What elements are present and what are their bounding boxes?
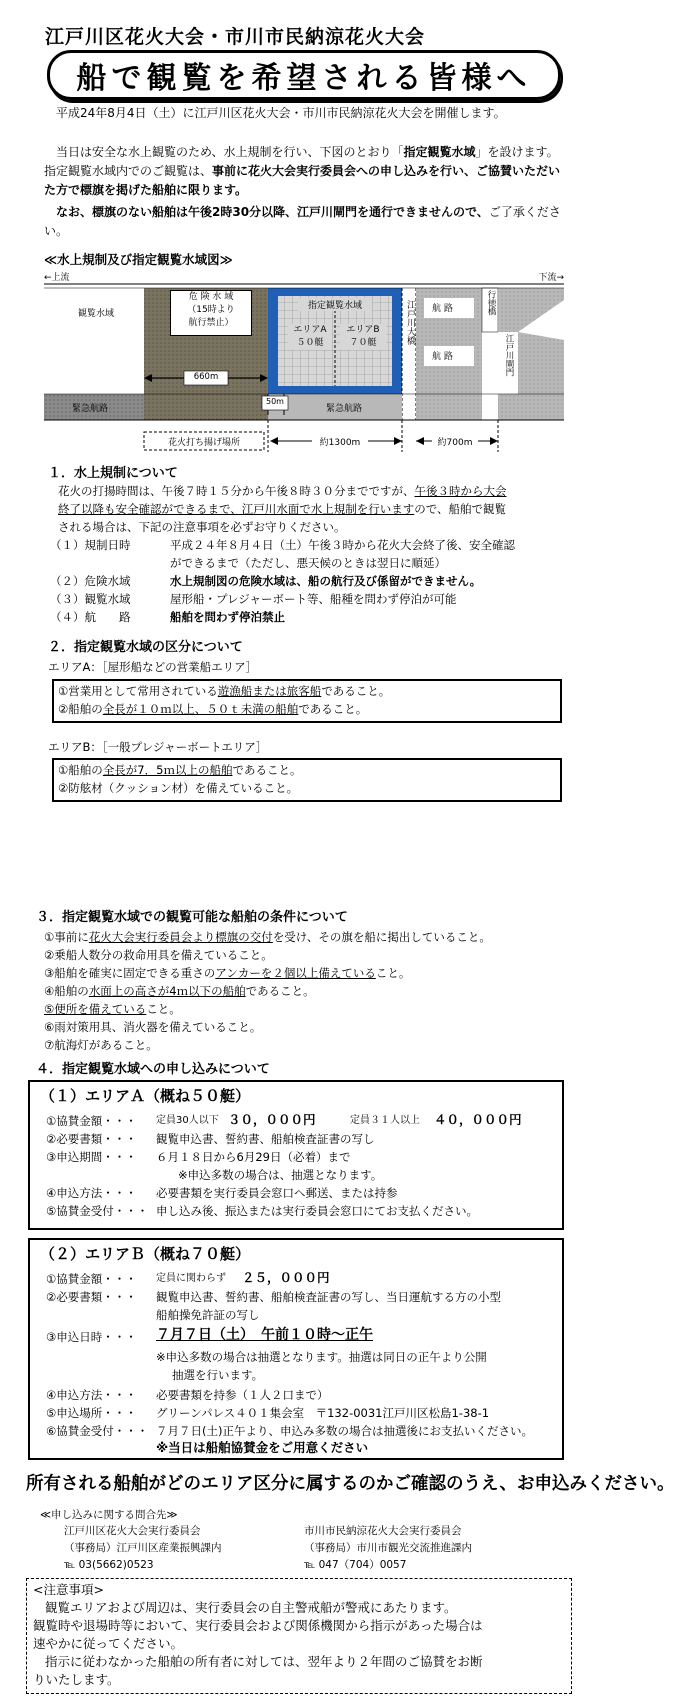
contact-heading: ≪申し込みに関する問合先≫ xyxy=(40,1509,178,1521)
area-b-k2: ②必要書類・・・ xyxy=(46,1290,137,1304)
intro-p2-text2: 」を設けます。指定観覧水域内でのご観覧は、 xyxy=(44,145,559,178)
area-a-v2: 観覧申込書、誓約書、船舶検査証書の写し xyxy=(156,1132,375,1146)
s1-r3-key: （３）観覧水域 xyxy=(50,592,131,606)
area-b-k5: ⑤申込場所・・・ xyxy=(46,1406,137,1420)
map-upstream: ←上流 xyxy=(44,273,70,283)
s3-cond-3-underline: アンカーを２個以上備えている xyxy=(215,966,376,980)
area-b-cond-2: ②防舷材（クッション材）を備えていること。 xyxy=(58,781,299,795)
area-confirm-notice: 所有される船舶がどのエリア区分に属するのかご確認のうえ、お申込みください。 xyxy=(26,1474,675,1494)
area-a-k2: ②必要書類・・・ xyxy=(46,1132,137,1146)
s1-r2-key: （２）危険水域 xyxy=(50,574,131,588)
area-a-app-title: （１）エリアＡ（概ね５０艇） xyxy=(40,1087,251,1105)
area-a-v1d: ４０，０００円 xyxy=(434,1112,522,1127)
caution-l2: 観覧時や退場時等において、実行委員会および関係機関から指示があった場合は xyxy=(33,1618,483,1633)
s1-r4-val: 船舶を問わず停泊禁止 xyxy=(170,610,285,624)
area-b-v3-note: ※申込多数の場合は抽選となります。抽選は同日の正午より公開 xyxy=(156,1350,487,1364)
caution-title: <注意事項> xyxy=(33,1582,104,1597)
map-emergency-2: 緊急航路 xyxy=(326,404,363,414)
s3-cond-1 xyxy=(44,928,491,946)
map-route-1: 航 路 xyxy=(432,304,453,314)
section-2-title: ２．指定観覧水域の区分について xyxy=(48,640,243,655)
kanran-area xyxy=(44,288,144,394)
event-title: 江戸川区花火大会・市川市民納涼花火大会 xyxy=(45,26,426,48)
area-a-k1: ①協賛金額・・・ xyxy=(46,1114,137,1128)
area-a-cond-2 xyxy=(58,700,367,718)
map-danger-3: 航行禁止） xyxy=(188,318,234,328)
s2-area-b-label: エリアB：［一般プレジャーボートエリア］ xyxy=(48,740,268,754)
map-koumon: 江戸川閘門 xyxy=(504,334,514,377)
page-title-box xyxy=(47,50,561,100)
map-danger-label xyxy=(170,290,252,336)
caution-l4: 指示に従わなかった船舶の所有者に対しては、翌年より２年間のご協賛をお断 xyxy=(45,1654,483,1669)
intro-p2 xyxy=(44,143,564,200)
intro-p3-bold: なお、標旗のない船舶は午後2時30分以降、江戸川閘門を通行できませんので、 xyxy=(56,205,489,219)
map-route-2: 航 路 xyxy=(432,352,453,362)
map-area-a xyxy=(288,324,332,350)
s1-r1-key: （１）規制日時 xyxy=(50,538,131,552)
map-1300m: 約1300m xyxy=(319,438,361,448)
map-700m: 約700m xyxy=(437,438,473,448)
area-b-v4: 必要書類を持参（１人２口まで） xyxy=(156,1388,329,1402)
map-area-b-count: ７０艇 xyxy=(349,338,377,348)
caution-box xyxy=(26,1578,572,1694)
area-b-v1a: 定員に関わらず xyxy=(156,1273,226,1284)
s1-r1-val2: ができるまで（ただし、悪天候のときは翌日に順延） xyxy=(170,556,446,570)
s3-cond-3 xyxy=(44,964,410,982)
s3-cond-1-end: を受け、その旗を船に掲出していること。 xyxy=(272,930,491,944)
s3-cond-1-underline: 花火大会実行委員会より標旗の交付 xyxy=(88,930,273,944)
area-b-cond-1 xyxy=(58,761,301,779)
s3-cond-1-text: ①事前に xyxy=(44,930,89,944)
area-b-app-title: （２）エリアＢ（概ね７０艇） xyxy=(40,1245,251,1263)
area-a-v3: ６月１８日から6月29日（必着）まで xyxy=(156,1150,351,1164)
s1-r2-val: 水上規制図の危険水域は、船の航行及び係留ができません。 xyxy=(170,574,482,588)
intro-p1: 平成24年8月4日（土）に江戸川区花火大会・市川市民納涼花火大会を開催します。 xyxy=(56,106,506,120)
area-a-v3-note: ※申込多数の場合は、抽選となります。 xyxy=(178,1168,383,1182)
intro-p2-bold2: 事前に花火大会実行委員会への申し込みを行い、ご協賛いただいた方で標旗を掲げた船舶に限ります。 xyxy=(44,164,561,197)
s3-cond-3-end: こと。 xyxy=(375,966,411,980)
area-b-v5: グリーンパレス４０１集会室 〒132-0031江戸川区松島1-38-1 xyxy=(156,1406,490,1420)
s3-cond-5 xyxy=(44,1000,181,1018)
area-a-v1c: 定員３１人以上 xyxy=(350,1115,420,1126)
s3-cond-4-end: であること。 xyxy=(245,984,315,998)
s1-line1-text: 花火の打揚時間は、午後７時１５分から午後８時３０分までですが、 xyxy=(58,484,415,498)
area-b-v6: ７月７日(土)正午より、申込み多数の場合は抽選後にお支払いください。 xyxy=(156,1424,533,1438)
area-b-cond-1-underline: 全長が7．5ｍ以上の船舶 xyxy=(102,763,233,777)
area-a-cond-1-text: ①営業用として常用されている xyxy=(58,684,218,698)
s1-r1-val: 平成２４年８月４日（土）午後３時から花火大会終了後、安全確認 xyxy=(170,538,515,552)
caution-l1: 観覧エリアおよび周辺は、実行委員会の自主警戒船が警戒にあたります。 xyxy=(45,1600,457,1615)
area-a-application-box xyxy=(28,1080,564,1230)
contact-left-office: （事務局）江戸川区産業振興課内 xyxy=(64,1542,222,1554)
area-a-v1b: ３０，０００円 xyxy=(228,1112,316,1127)
contact-right-office: （事務局）市川市観光交流推進課内 xyxy=(304,1542,472,1554)
map-area-b xyxy=(340,324,386,350)
regulation-map xyxy=(44,270,564,470)
area-b-v6-note: ※当日は船舶協賛金をご用意ください xyxy=(156,1440,369,1455)
map-50m: 50m xyxy=(266,397,284,406)
area-b-box xyxy=(52,758,562,802)
intro-p2-bold: 指定観覧水域 xyxy=(403,145,476,159)
map-gyotoku: 行徳橋 xyxy=(486,290,496,316)
map-660m: 660m xyxy=(193,372,219,382)
s1-r3-val: 屋形船・プレジャーボート等、船種を問わず停泊が可能 xyxy=(170,592,457,606)
map-heading: ≪水上規制及び指定観覧水域図≫ xyxy=(44,252,233,267)
area-a-cond-2-end: であること。 xyxy=(298,702,368,716)
area-b-k3: ③申込日時・・・ xyxy=(46,1330,137,1344)
caution-l5: りいたします。 xyxy=(33,1672,120,1687)
caution-l3: 速やかに従ってください。 xyxy=(33,1636,184,1651)
area-b-v2b: 船舶操免許証の写し xyxy=(156,1308,260,1322)
s3-cond-7: ⑦航海灯があること。 xyxy=(44,1038,158,1052)
s3-cond-4-text: ④船舶の xyxy=(44,984,89,998)
contact-left-org: 江戸川区花火大会実行委員会 xyxy=(64,1525,201,1537)
s1-line2 xyxy=(58,500,506,518)
area-a-cond-1-end: であること。 xyxy=(321,684,391,698)
area-a-cond-2-text: ②船舶の xyxy=(58,702,103,716)
s3-cond-4 xyxy=(44,982,315,1000)
area-b-v2: 観覧申込書、誓約書、船舶検査証書の写し、当日運航する方の小型 xyxy=(156,1290,501,1304)
intro-p3-text: ご了承ください。 xyxy=(44,205,561,238)
intro-p3 xyxy=(44,203,564,241)
map-bridge: 江戸川大橋 xyxy=(405,300,415,345)
map-area-a-count: ５０艇 xyxy=(296,338,324,348)
s3-cond-3-text: ③船舶を確実に固定できる重さの xyxy=(44,966,216,980)
s3-cond-5-end: こと。 xyxy=(146,1002,181,1016)
area-b-k4: ④申込方法・・・ xyxy=(46,1388,137,1402)
area-a-k5: ⑤協賛金受付・・・ xyxy=(46,1204,149,1218)
s3-cond-2: ②乗船人数分の救命用具を備えていること。 xyxy=(44,948,273,962)
s1-line1-underline: 午後３時から大会 xyxy=(414,484,507,498)
map-emergency-1: 緊急航路 xyxy=(72,404,109,414)
area-b-application-box xyxy=(28,1238,564,1460)
s1-line3: される場合は、下記の注意事項を必ずお守りください。 xyxy=(58,520,346,534)
area-b-cond-1-end: であること。 xyxy=(232,763,302,777)
section-3-title: ３．指定観覧水域での観覧可能な船舶の条件について xyxy=(36,910,348,925)
area-a-cond-1 xyxy=(58,682,390,700)
area-a-cond-2-underline: 全長が１０ｍ以上、５０ｔ未満の船舶 xyxy=(102,702,299,716)
contact-right-org: 市川市民納涼花火大会実行委員会 xyxy=(304,1525,462,1537)
area-a-v1a: 定員30人以下 xyxy=(156,1115,219,1126)
map-launch-site: 花火打ち揚げ場所 xyxy=(167,438,240,448)
s3-cond-6: ⑥雨対策用具、消火器を備えていること。 xyxy=(44,1020,262,1034)
map-kanran: 観覧水域 xyxy=(78,309,115,319)
area-a-v4: 必要書類を実行委員会窓口へ郵送、または持参 xyxy=(156,1186,398,1200)
map-danger-2: （15時より xyxy=(187,305,235,315)
area-a-k4: ④申込方法・・・ xyxy=(46,1186,137,1200)
area-b-k1: ①協賛金額・・・ xyxy=(46,1272,137,1286)
map-designated: 指定観覧水域 xyxy=(298,298,372,311)
s2-area-a-label: エリアA：［屋形船などの営業船エリア］ xyxy=(48,660,258,674)
area-a-v5: 申し込み後、振込または実行委員会窓口にてお支払ください。 xyxy=(156,1204,478,1218)
area-b-cond-1-text: ①船舶の xyxy=(58,763,103,777)
area-b-v1b: ２５，０００円 xyxy=(242,1270,330,1285)
s1-line1 xyxy=(58,482,507,500)
s1-line2-text: ので、船舶で観覧 xyxy=(414,502,507,516)
intro-p2-text: 当日は安全な水上観覧のため、水上規制を行い、下図のとおり「 xyxy=(56,145,404,159)
section-4-title: ４．指定観覧水域への申し込みについて xyxy=(36,1062,270,1077)
s1-r4-key: （４）航 路 xyxy=(50,610,131,624)
contact-left-tel: ℡ 03(5662)0523 xyxy=(64,1559,154,1571)
map-downstream: 下流→ xyxy=(538,273,564,283)
s3-cond-4-underline: 水面上の高さが4ｍ以下の船舶 xyxy=(88,984,246,998)
map-area-b-name: エリアB xyxy=(346,325,380,335)
s1-line2-underline: 終了以降も安全確認ができるまで、江戸川水面で水上規制を行います xyxy=(58,502,415,516)
map-danger-1: 危 険 水 域 xyxy=(188,292,234,302)
area-b-v3-note2: 抽選を行います。 xyxy=(172,1368,264,1382)
section-1-title: １．水上規制について xyxy=(48,466,178,481)
area-a-k3: ③申込期間・・・ xyxy=(46,1150,137,1164)
area-a-box xyxy=(52,679,562,723)
map-area-a-name: エリアA xyxy=(293,325,327,335)
area-a-cond-1-underline: 遊漁船または旅客船 xyxy=(217,684,322,698)
area-b-k6: ⑥協賛金受付・・・ xyxy=(46,1424,149,1438)
contact-right-tel: ℡ 047（704）0057 xyxy=(304,1559,407,1571)
area-b-v3: ７月７日（土） 午前１０時～正午 xyxy=(156,1327,373,1343)
s3-cond-5-underline: ⑤便所を備えている xyxy=(44,1002,147,1016)
page-title: 船で観覧を希望される皆様へ xyxy=(76,61,532,96)
